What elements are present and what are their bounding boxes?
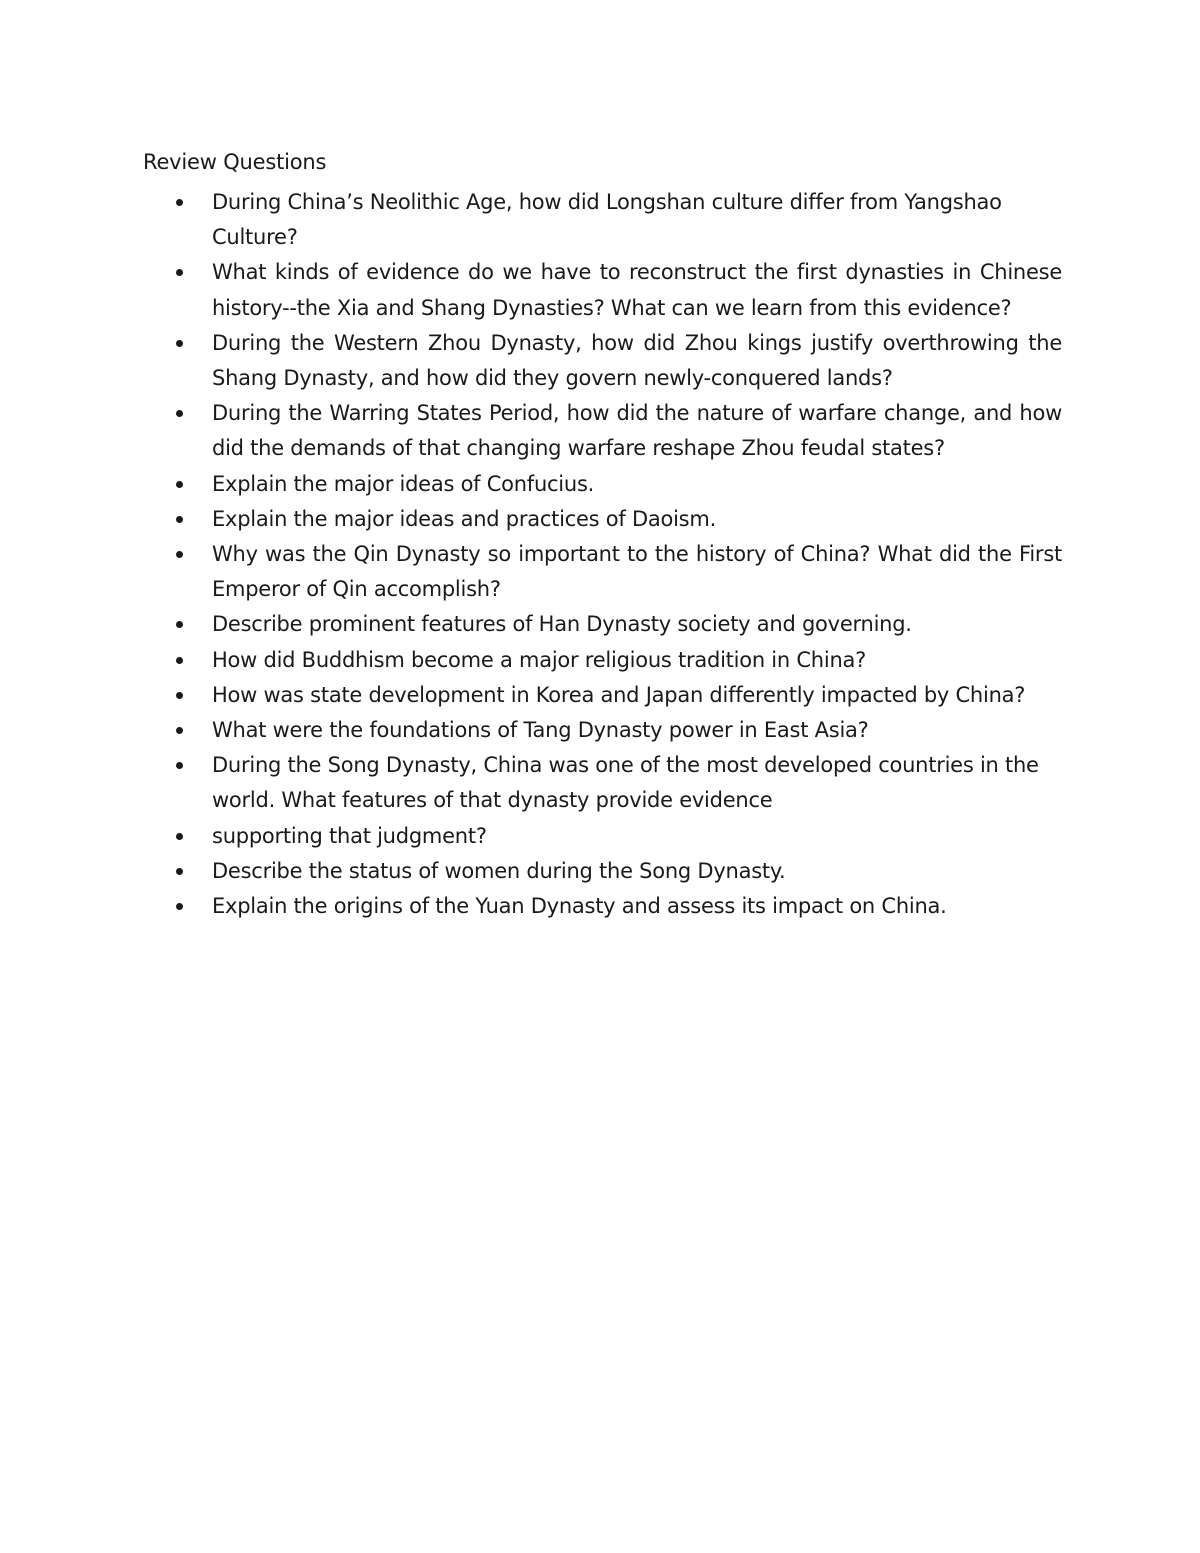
question-text: Explain the origins of the Yuan Dynasty and assess its impact on China.: [212, 894, 947, 919]
question-text: How did Buddhism become a major religious tradition in China?: [212, 647, 867, 672]
list-item: [0, 889, 1062, 924]
bullet-icon: [176, 692, 183, 699]
question-text: Explain the major ideas of Confucius.: [212, 471, 595, 496]
list-item: [0, 185, 1062, 255]
bullet-icon: [176, 481, 183, 488]
list-item: [0, 537, 1062, 607]
review-questions-list: [0, 185, 1200, 924]
question-text: Describe prominent features of Han Dynasty society and governing.: [212, 612, 912, 637]
question-text: During China’s Neolithic Age, how did Longshan culture differ from Yangshao Culture?: [212, 190, 1002, 250]
list-item: [0, 255, 1062, 325]
list-item: [0, 854, 1062, 889]
bullet-icon: [176, 340, 183, 347]
list-item: [0, 819, 1062, 854]
page-title: Review Questions: [143, 150, 327, 174]
list-item: [0, 713, 1062, 748]
question-text: Explain the major ideas and practices of Daoism.: [212, 506, 716, 531]
list-item: [0, 326, 1062, 396]
question-text: What kinds of evidence do we have to reconstruct the first dynasties in Chinese history--the Xia and Shang Dynasties? What can we learn from this evidence?: [212, 260, 1062, 320]
bullet-icon: [176, 657, 183, 664]
question-text: supporting that judgment?: [212, 823, 487, 848]
bullet-icon: [176, 551, 183, 558]
bullet-icon: [176, 621, 183, 628]
list-item: [0, 467, 1062, 502]
bullet-icon: [176, 762, 183, 769]
list-item: [0, 643, 1062, 678]
list-item: [0, 607, 1062, 642]
list-item: [0, 502, 1062, 537]
bullet-icon: [176, 199, 183, 206]
bullet-icon: [176, 833, 183, 840]
bullet-icon: [176, 410, 183, 417]
question-text: Describe the status of women during the Song Dynasty.: [212, 858, 786, 883]
question-text: Why was the Qin Dynasty so important to the history of China? What did the First Emperor of Qin accomplish?: [212, 542, 1062, 602]
list-item: [0, 748, 1062, 818]
bullet-icon: [176, 868, 183, 875]
list-item: [0, 678, 1062, 713]
bullet-icon: [176, 903, 183, 910]
question-text: How was state development in Korea and Japan differently impacted by China?: [212, 682, 1026, 707]
question-text: During the Warring States Period, how did the nature of warfare change, and how did the demands of that changing warfare reshape Zhou feudal states?: [212, 401, 1062, 461]
question-text: What were the foundations of Tang Dynasty power in East Asia?: [212, 718, 869, 743]
bullet-icon: [176, 516, 183, 523]
bullet-icon: [176, 727, 183, 734]
list-item: [0, 396, 1062, 466]
question-text: During the Song Dynasty, China was one of the most developed countries in the world. What features of that dynasty provide evidence: [212, 753, 1039, 813]
question-text: During the Western Zhou Dynasty, how did Zhou kings justify overthrowing the Shang Dynasty, and how did they govern newly-conquered lands?: [212, 330, 1062, 391]
bullet-icon: [176, 269, 183, 276]
